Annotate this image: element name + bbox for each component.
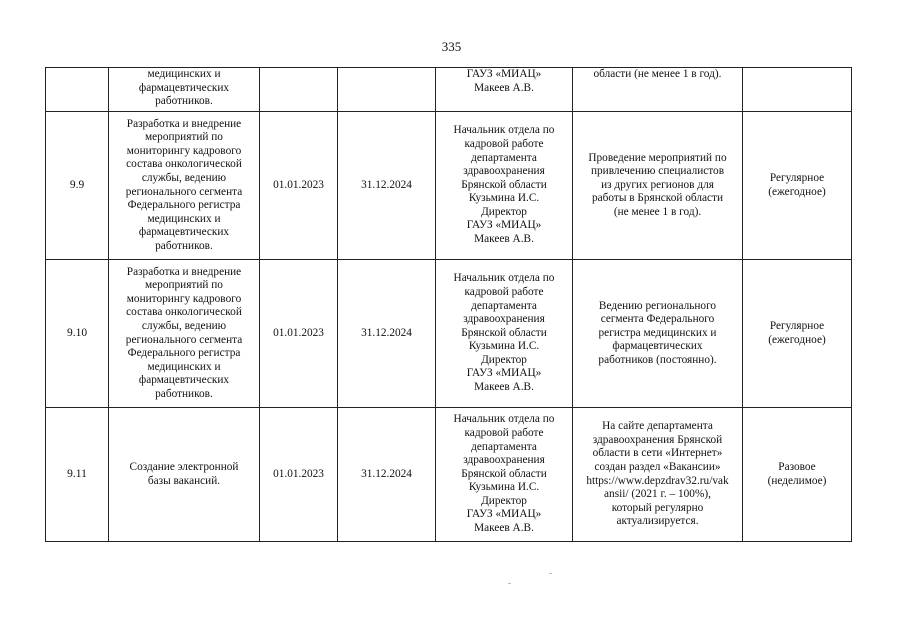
end-date: [338, 68, 436, 112]
row-number: 9.9: [46, 112, 109, 260]
end-date: 31.12.2024: [338, 260, 436, 408]
responsible-persons: Начальник отдела по кадровой работе департамента здравоохранения Брянской области Кузьмина И.С. Директор ГАУЗ «МИАЦ» Макеев А.В.: [436, 408, 573, 542]
activity-name: Создание электронной базы вакансий.: [109, 408, 260, 542]
table-row: [46, 260, 852, 408]
row-number: [46, 68, 109, 112]
start-date: 01.01.2023: [260, 112, 338, 260]
expected-result: На сайте департамента здравоохранения Брянской области в сети «Интернет» создан раздел «Вакансии» https://www.depzdrav32.ru/vak ansii/ (2021 г. – 100%), который регулярно актуализируется.: [573, 408, 743, 542]
activity-type: Регулярное (ежегодное): [743, 260, 852, 408]
start-date: [260, 68, 338, 112]
start-date: 01.01.2023: [260, 408, 338, 542]
page-number: 335: [441, 39, 462, 54]
scan-speck: [508, 583, 511, 584]
start-date: 01.01.2023: [260, 260, 338, 408]
activity-name: Разработка и внедрение мероприятий по мониторингу кадрового состава онкологической службы, ведению регионального сегмента Федерального регистра медицинских и фармацевтических работников.: [109, 112, 260, 260]
expected-result: области (не менее 1 в год).: [573, 68, 743, 112]
end-date: 31.12.2024: [338, 112, 436, 260]
responsible-persons: Начальник отдела по кадровой работе департамента здравоохранения Брянской области Кузьмина И.С. Директор ГАУЗ «МИАЦ» Макеев А.В.: [436, 112, 573, 260]
scan-speck: [549, 573, 552, 574]
expected-result: Проведение мероприятий по привлечению специалистов из других регионов для работы в Брянской области (не менее 1 в год).: [573, 112, 743, 260]
table-row: [46, 68, 852, 112]
end-date: 31.12.2024: [338, 408, 436, 542]
activity-type: Разовое (неделимое): [743, 408, 852, 542]
table-row: [46, 408, 852, 542]
activity-name: медицинских и фармацевтических работников.: [109, 68, 260, 112]
responsible-persons: Начальник отдела по кадровой работе департамента здравоохранения Брянской области Кузьмина И.С. Директор ГАУЗ «МИАЦ» Макеев А.В.: [436, 260, 573, 408]
responsible-persons: ГАУЗ «МИАЦ» Макеев А.В.: [436, 68, 573, 112]
activity-type: Регулярное (ежегодное): [743, 112, 852, 260]
row-number: 9.11: [46, 408, 109, 542]
table-row: [46, 112, 852, 260]
activity-name: Разработка и внедрение мероприятий по мониторингу кадрового состава онкологической службы, ведению регионального сегмента Федерального регистра медицинских и фармацевтических работников.: [109, 260, 260, 408]
expected-result: Ведению регионального сегмента Федерального регистра медицинских и фармацевтических работников (постоянно).: [573, 260, 743, 408]
activity-type: [743, 68, 852, 112]
row-number: 9.10: [46, 260, 109, 408]
activities-table: [45, 67, 852, 542]
